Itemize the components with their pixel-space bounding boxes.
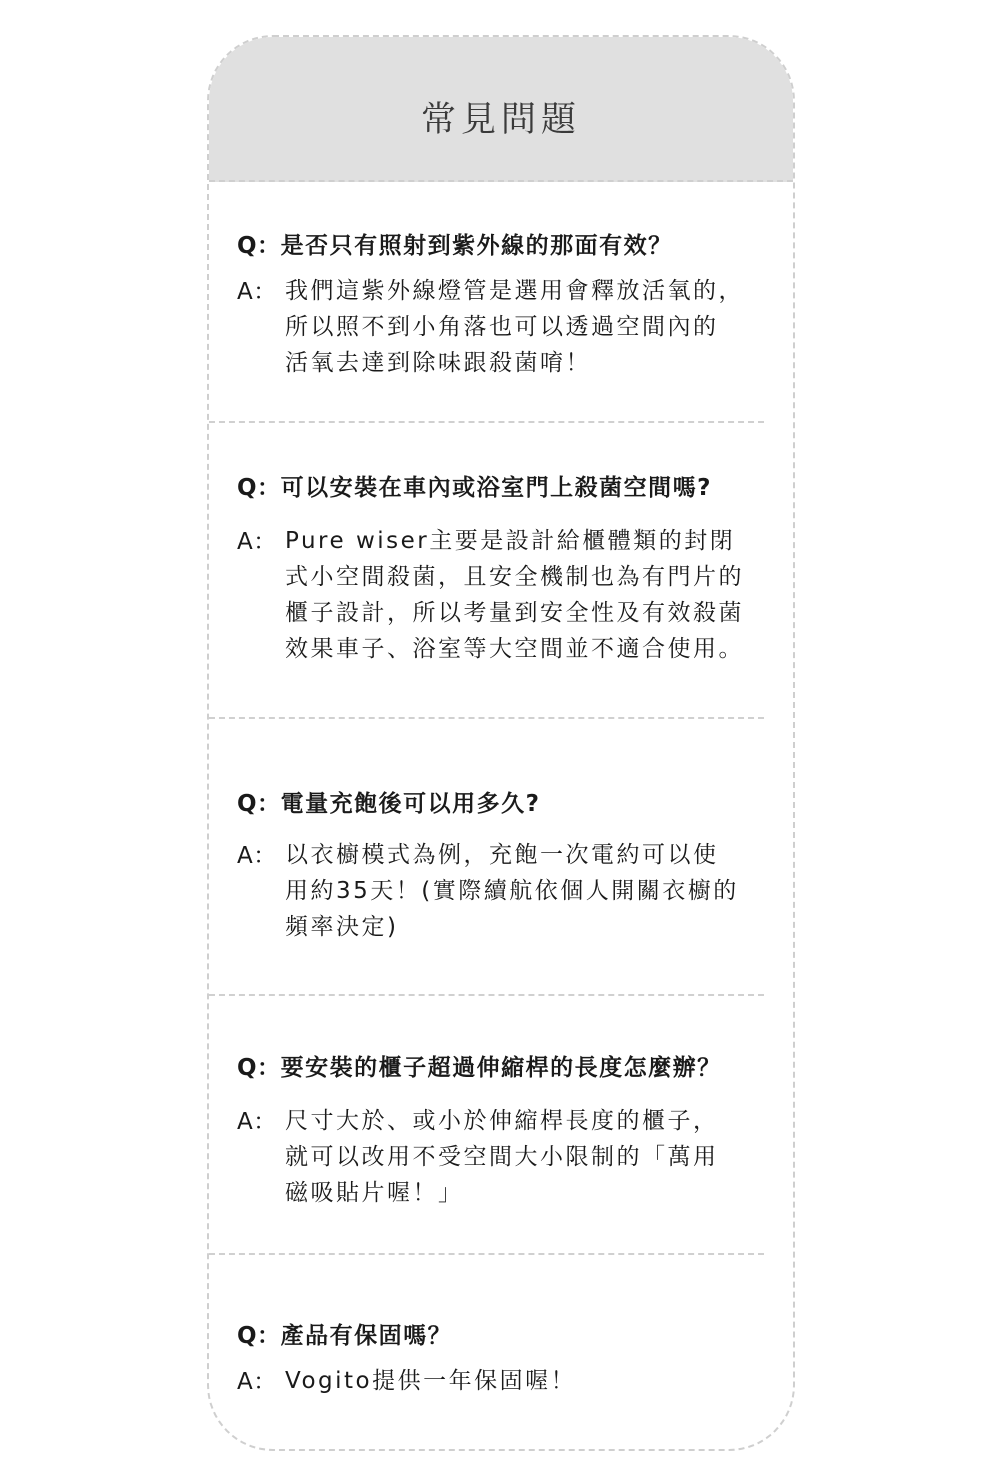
faq-card bbox=[207, 35, 795, 1451]
faq-question bbox=[237, 469, 795, 502]
faq-header bbox=[209, 37, 793, 182]
answer-label: A： bbox=[237, 1369, 277, 1395]
answer-line: 效果車子、浴室等大空間並不適合使用。 bbox=[285, 636, 744, 662]
faq-question bbox=[237, 1049, 795, 1082]
question-label: Q： bbox=[237, 233, 281, 259]
answer-line: 我們這紫外線燈管是選用會釋放活氧的， bbox=[285, 278, 744, 304]
answer-line: Pure wiser主要是設計給櫃體類的封閉 bbox=[285, 528, 736, 554]
question-text: 產品有保固嗎？ bbox=[280, 1323, 453, 1349]
faq-divider bbox=[209, 994, 764, 996]
page-title: 常見問題 bbox=[420, 100, 581, 140]
faq-divider bbox=[209, 1253, 764, 1255]
answer-line: 活氧去達到除味跟殺菌唷！ bbox=[285, 350, 591, 376]
answer-line: 頻率決定) bbox=[285, 914, 399, 940]
answer-text bbox=[285, 273, 785, 381]
faq-divider bbox=[209, 421, 764, 423]
question-text: 電量充飽後可以用多久? bbox=[280, 791, 541, 817]
question-text: 可以安裝在車內或浴室門上殺菌空間嗎? bbox=[280, 475, 712, 501]
question-label: Q： bbox=[237, 1323, 281, 1349]
answer-line: 就可以改用不受空間大小限制的「萬用 bbox=[285, 1144, 719, 1170]
answer-text bbox=[285, 837, 785, 945]
answer-text bbox=[285, 523, 785, 667]
answer-line: 櫃子設計，所以考量到安全性及有效殺菌 bbox=[285, 600, 744, 626]
question-label: Q： bbox=[237, 791, 281, 817]
question-label: Q： bbox=[237, 475, 281, 501]
answer-label: A： bbox=[237, 279, 277, 305]
answer-line: 以衣櫥模式為例，充飽一次電約可以使 bbox=[285, 842, 719, 868]
faq-question bbox=[237, 785, 795, 818]
answer-line: 磁吸貼片喔！」 bbox=[285, 1180, 464, 1206]
answer-line: Vogito提供一年保固喔！ bbox=[285, 1368, 577, 1394]
faq-divider bbox=[209, 717, 764, 719]
answer-label: A： bbox=[237, 1109, 277, 1135]
faq-question bbox=[237, 1317, 795, 1350]
answer-label: A： bbox=[237, 529, 277, 555]
answer-line: 所以照不到小角落也可以透過空間內的 bbox=[285, 314, 719, 340]
faq-question bbox=[237, 227, 795, 260]
answer-line: 尺寸大於、或小於伸縮桿長度的櫃子， bbox=[285, 1108, 719, 1134]
answer-label: A： bbox=[237, 843, 277, 869]
answer-line: 用約35天！(實際續航依個人開關衣櫥的 bbox=[285, 878, 739, 904]
answer-text bbox=[285, 1363, 785, 1399]
question-label: Q： bbox=[237, 1055, 281, 1081]
question-text: 是否只有照射到紫外線的那面有效？ bbox=[280, 233, 673, 259]
answer-text bbox=[285, 1103, 785, 1211]
answer-line: 式小空間殺菌，且安全機制也為有門片的 bbox=[285, 564, 744, 590]
question-text: 要安裝的櫃子超過伸縮桿的長度怎麼辦？ bbox=[280, 1055, 722, 1081]
